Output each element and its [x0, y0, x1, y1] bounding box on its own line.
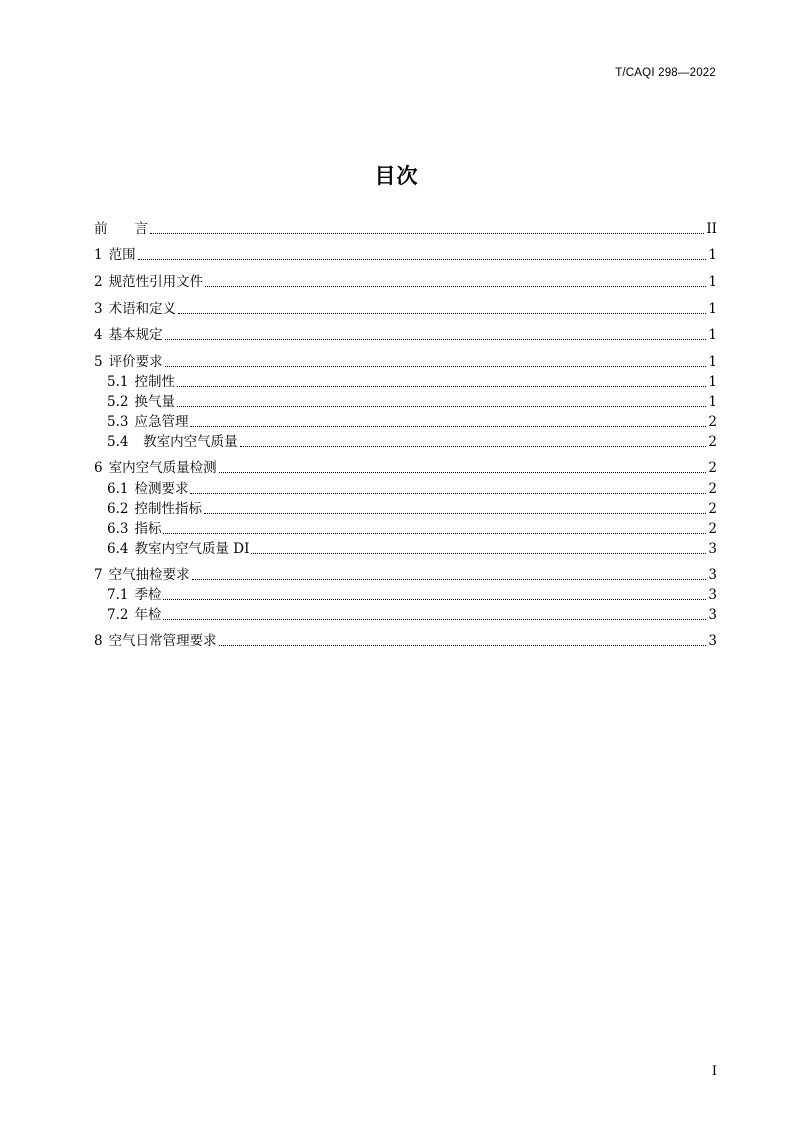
toc-entry-8[interactable]	[94, 631, 717, 651]
toc-entry-5-2[interactable]	[94, 392, 717, 412]
dot-leader	[165, 366, 707, 367]
dot-leader	[163, 599, 706, 600]
toc-entry-3[interactable]	[94, 299, 717, 319]
dot-leader	[165, 339, 707, 340]
dot-leader	[192, 579, 707, 580]
toc-entry-6-1[interactable]	[94, 479, 717, 499]
toc-entry-6[interactable]	[94, 458, 717, 478]
toc-page-number: 1	[708, 301, 717, 317]
toc-page-number: 1	[708, 327, 717, 343]
toc-entry-4[interactable]	[94, 325, 717, 345]
toc-entry-label: 1 范围	[94, 247, 136, 263]
toc-page-number: 3	[708, 587, 717, 603]
toc-page-number: 2	[708, 434, 717, 450]
dot-leader	[178, 313, 706, 314]
toc-entry-label: 6.2 控制性指标	[107, 501, 202, 517]
toc-entry-7-2[interactable]	[94, 605, 717, 625]
toc-entry-2[interactable]	[94, 272, 717, 292]
toc-entry-5[interactable]	[94, 352, 717, 372]
toc-page-number: 2	[708, 501, 717, 517]
toc-entry-label: 5 评价要求	[94, 354, 163, 370]
toc-entry-5-1[interactable]	[94, 372, 717, 392]
dot-leader	[204, 513, 706, 514]
toc-entry-label: 7.2 年检	[107, 607, 162, 623]
toc-page-number: 2	[708, 414, 717, 430]
toc-page-number: 2	[708, 481, 717, 497]
toc-entry-label: 8 空气日常管理要求	[94, 633, 217, 649]
dot-leader	[177, 406, 706, 407]
toc-entry-label: 7 空气抽检要求	[94, 567, 190, 583]
page-title: 目次	[374, 164, 419, 188]
toc-entry-label: 4 基本规定	[94, 327, 163, 343]
dot-leader	[240, 446, 707, 447]
toc-page-number: 1	[708, 247, 717, 263]
toc-entry-label: 7.1 季检	[107, 587, 162, 603]
toc-entry-label: 3 术语和定义	[94, 301, 177, 317]
toc-entry-label: 5.2 换气量	[107, 394, 175, 410]
toc-entry-foreword[interactable]	[94, 219, 717, 239]
toc-entry-label: 5.3 应急管理	[107, 414, 189, 430]
dot-leader	[190, 493, 706, 494]
toc-page-number: 3	[708, 541, 717, 557]
toc-entry-6-3[interactable]	[94, 519, 717, 539]
toc-page-number: 2	[708, 460, 717, 476]
toc-entry-6-4[interactable]	[94, 539, 717, 559]
toc-entry-6-2[interactable]	[94, 499, 717, 519]
dot-leader	[251, 553, 706, 554]
toc-entry-label: 6.4 教室内空气质量 DI	[107, 541, 250, 557]
toc-page-number: 1	[708, 394, 717, 410]
toc-page-number: 2	[708, 521, 717, 537]
toc-entry-label: 5.4 教室内空气质量	[107, 434, 238, 450]
toc-entry-7[interactable]	[94, 565, 717, 585]
dot-leader	[150, 233, 704, 234]
dot-leader	[219, 472, 707, 473]
toc-page-number: II	[706, 221, 717, 237]
toc-entry-label: 6.3 指标	[107, 521, 162, 537]
toc-page-number: 1	[708, 374, 717, 390]
dot-leader	[219, 645, 707, 646]
dot-leader	[138, 259, 707, 260]
toc-entry-5-3[interactable]	[94, 412, 717, 432]
document-code: T/CAQI 298—2022	[615, 67, 716, 79]
dot-leader	[190, 426, 706, 427]
toc-page-number: 3	[708, 607, 717, 623]
toc-page-number: 3	[708, 633, 717, 649]
toc-entry-label: 5.1 控制性	[107, 374, 175, 390]
dot-leader	[177, 386, 706, 387]
toc-entry-1[interactable]	[94, 245, 717, 265]
toc-entry-label: 6.1 检测要求	[107, 481, 189, 497]
toc-entry-label: 6 室内空气质量检测	[94, 460, 217, 476]
toc-entry-5-4[interactable]	[94, 432, 717, 452]
dot-leader	[163, 619, 706, 620]
toc-entry-7-1[interactable]	[94, 585, 717, 605]
toc-page-number: 3	[708, 567, 717, 583]
toc-entry-label: 2 规范性引用文件	[94, 274, 204, 290]
page-number: I	[711, 1064, 717, 1079]
dot-leader	[163, 533, 706, 534]
toc-page-number: 1	[708, 274, 717, 290]
dot-leader	[205, 286, 706, 287]
toc-entry-label: 前 言	[94, 221, 148, 237]
toc-page-number: 1	[708, 354, 717, 370]
